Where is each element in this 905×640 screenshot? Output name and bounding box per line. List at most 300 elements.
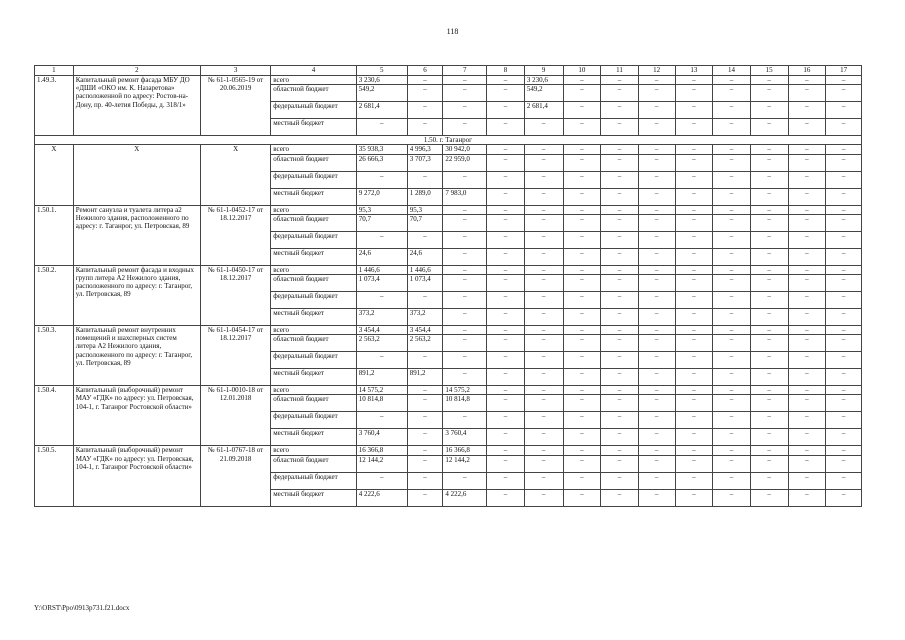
amount-cell: – xyxy=(675,275,713,292)
amount-cell: – xyxy=(713,352,751,369)
amount-cell: – xyxy=(713,214,751,231)
amount-cell: – xyxy=(563,248,601,265)
amount-cell: – xyxy=(638,85,675,102)
amount-cell: 10 814,8 xyxy=(443,395,487,412)
amount-cell: – xyxy=(788,292,826,309)
funding-source: федеральный бюджет xyxy=(271,412,357,429)
amount-cell: – xyxy=(407,386,443,395)
amount-cell: – xyxy=(563,395,601,412)
funding-source: федеральный бюджет xyxy=(271,171,357,188)
amount-cell: – xyxy=(788,309,826,326)
amount-cell: – xyxy=(524,429,563,446)
amount-cell: – xyxy=(788,85,826,102)
amount-cell: – xyxy=(750,154,788,171)
amount-cell: – xyxy=(601,472,639,489)
decision-number: X xyxy=(200,145,270,205)
amount-cell: – xyxy=(601,412,639,429)
funding-source: местный бюджет xyxy=(271,489,357,506)
amount-cell: – xyxy=(407,472,443,489)
amount-cell: – xyxy=(443,369,487,386)
amount-cell: – xyxy=(675,154,713,171)
amount-cell: – xyxy=(524,309,563,326)
decision-number: № 61-1-0767-18 от 21.09.2018 xyxy=(200,446,270,506)
amount-cell: – xyxy=(524,265,563,274)
amount-cell: – xyxy=(826,472,862,489)
amount-cell: – xyxy=(788,145,826,154)
amount-cell: – xyxy=(788,102,826,119)
object-code: 1.50.4. xyxy=(35,386,74,446)
amount-cell: – xyxy=(788,265,826,274)
amount-cell: – xyxy=(601,102,639,119)
amount-cell: – xyxy=(788,231,826,248)
amount-cell: – xyxy=(443,76,487,85)
amount-cell: – xyxy=(638,412,675,429)
amount-cell: – xyxy=(601,446,639,455)
amount-cell: – xyxy=(826,205,862,214)
amount-cell: – xyxy=(675,265,713,274)
funding-source: областной бюджет xyxy=(271,275,357,292)
amount-cell: – xyxy=(524,489,563,506)
decision-number: № 61-1-0565-19 от 20.06.2019 xyxy=(200,76,270,136)
amount-cell: – xyxy=(750,412,788,429)
amount-cell: 1 446,6 xyxy=(356,265,407,274)
amount-cell: 891,2 xyxy=(407,369,443,386)
amount-cell: 3 454,4 xyxy=(407,326,443,335)
amount-cell: – xyxy=(638,188,675,205)
amount-cell: – xyxy=(788,205,826,214)
funding-source: местный бюджет xyxy=(271,429,357,446)
amount-cell: – xyxy=(487,248,525,265)
amount-cell: – xyxy=(487,265,525,274)
amount-cell: – xyxy=(826,248,862,265)
amount-cell: – xyxy=(826,102,862,119)
amount-cell: 1 446,6 xyxy=(407,265,443,274)
amount-cell: 3 454,4 xyxy=(356,326,407,335)
amount-cell: – xyxy=(713,205,751,214)
amount-cell: 891,2 xyxy=(356,369,407,386)
amount-cell: – xyxy=(563,335,601,352)
amount-cell: – xyxy=(443,214,487,231)
amount-cell: – xyxy=(788,429,826,446)
amount-cell: 12 144,2 xyxy=(356,455,407,472)
amount-cell: 24,6 xyxy=(356,248,407,265)
amount-cell: – xyxy=(826,76,862,85)
amount-cell: – xyxy=(750,188,788,205)
amount-cell: – xyxy=(826,275,862,292)
budget-table xyxy=(34,65,862,507)
amount-cell: – xyxy=(638,265,675,274)
column-number: 9 xyxy=(524,66,563,76)
amount-cell: 14 575,2 xyxy=(356,386,407,395)
amount-cell: – xyxy=(788,395,826,412)
column-number: 7 xyxy=(443,66,487,76)
amount-cell: – xyxy=(407,76,443,85)
column-number: 10 xyxy=(563,66,601,76)
amount-cell: – xyxy=(788,154,826,171)
amount-cell: – xyxy=(826,352,862,369)
amount-cell: – xyxy=(750,248,788,265)
amount-cell: – xyxy=(713,429,751,446)
amount-cell: – xyxy=(563,265,601,274)
amount-cell: – xyxy=(638,489,675,506)
amount-cell: – xyxy=(487,429,525,446)
table-row xyxy=(35,386,862,395)
amount-cell: – xyxy=(788,472,826,489)
amount-cell: – xyxy=(443,309,487,326)
amount-cell: – xyxy=(788,412,826,429)
amount-cell: 24,6 xyxy=(407,248,443,265)
object-code: 1.50.3. xyxy=(35,326,74,386)
amount-cell: – xyxy=(826,412,862,429)
amount-cell: 10 814,8 xyxy=(356,395,407,412)
amount-cell: – xyxy=(443,292,487,309)
amount-cell: – xyxy=(826,455,862,472)
amount-cell: – xyxy=(601,335,639,352)
amount-cell: – xyxy=(356,231,407,248)
funding-source: областной бюджет xyxy=(271,395,357,412)
amount-cell: – xyxy=(563,429,601,446)
object-name: Ремонт санузла и туалета литера а2 Нежилого здания, расположенного по адресу: г. Таганрог, ул. Петровская, 89 xyxy=(73,205,200,265)
amount-cell: – xyxy=(563,326,601,335)
amount-cell: – xyxy=(638,335,675,352)
amount-cell: – xyxy=(788,248,826,265)
object-code: 1.50.2. xyxy=(35,265,74,325)
amount-cell: 4 222,6 xyxy=(356,489,407,506)
column-number-row xyxy=(35,66,862,76)
amount-cell: – xyxy=(563,309,601,326)
amount-cell: – xyxy=(713,265,751,274)
amount-cell: – xyxy=(563,412,601,429)
amount-cell: – xyxy=(713,412,751,429)
amount-cell: – xyxy=(713,275,751,292)
amount-cell: – xyxy=(443,231,487,248)
amount-cell: – xyxy=(675,326,713,335)
amount-cell: 3 230,6 xyxy=(356,76,407,85)
amount-cell: 30 942,0 xyxy=(443,145,487,154)
column-number: 15 xyxy=(750,66,788,76)
amount-cell: – xyxy=(826,265,862,274)
amount-cell: – xyxy=(750,265,788,274)
amount-cell: – xyxy=(750,395,788,412)
funding-source: федеральный бюджет xyxy=(271,472,357,489)
amount-cell: – xyxy=(487,85,525,102)
amount-cell: – xyxy=(601,214,639,231)
amount-cell: 7 983,0 xyxy=(443,188,487,205)
amount-cell: – xyxy=(487,446,525,455)
amount-cell: – xyxy=(750,85,788,102)
amount-cell: – xyxy=(675,145,713,154)
amount-cell: – xyxy=(524,326,563,335)
amount-cell: – xyxy=(563,446,601,455)
funding-source: местный бюджет xyxy=(271,119,357,136)
column-number: 8 xyxy=(487,66,525,76)
amount-cell: – xyxy=(826,429,862,446)
amount-cell: – xyxy=(487,205,525,214)
amount-cell: – xyxy=(675,171,713,188)
amount-cell: – xyxy=(788,119,826,136)
amount-cell: – xyxy=(713,446,751,455)
amount-cell: – xyxy=(356,352,407,369)
column-number: 2 xyxy=(73,66,200,76)
amount-cell: 2 681,4 xyxy=(524,102,563,119)
amount-cell: 70,7 xyxy=(356,214,407,231)
object-name: Капитальный ремонт фасада МБУ ДО «ДШИ «ОКО им. К. Назаретова» расположенной по адресу: Ростов-на-Дону, пр. 40-летия Победы, д. 318/1» xyxy=(73,76,200,136)
amount-cell: – xyxy=(788,214,826,231)
amount-cell: – xyxy=(563,292,601,309)
amount-cell: – xyxy=(675,472,713,489)
amount-cell: – xyxy=(788,188,826,205)
column-number: 4 xyxy=(271,66,357,76)
amount-cell: – xyxy=(638,76,675,85)
amount-cell: – xyxy=(750,231,788,248)
amount-cell: – xyxy=(713,154,751,171)
amount-cell: – xyxy=(601,292,639,309)
amount-cell: – xyxy=(713,85,751,102)
column-number: 1 xyxy=(35,66,74,76)
decision-number: № 61-1-0450-17 от 18.12.2017 xyxy=(200,265,270,325)
amount-cell: – xyxy=(750,369,788,386)
amount-cell: 4 996,3 xyxy=(407,145,443,154)
amount-cell: – xyxy=(638,446,675,455)
funding-source: федеральный бюджет xyxy=(271,352,357,369)
amount-cell: – xyxy=(563,231,601,248)
amount-cell: – xyxy=(826,386,862,395)
column-number: 11 xyxy=(601,66,639,76)
amount-cell: – xyxy=(788,275,826,292)
amount-cell: – xyxy=(750,489,788,506)
amount-cell: – xyxy=(601,145,639,154)
amount-cell: – xyxy=(750,205,788,214)
amount-cell: 1 073,4 xyxy=(407,275,443,292)
funding-source: всего xyxy=(271,326,357,335)
amount-cell: – xyxy=(563,455,601,472)
amount-cell: – xyxy=(675,369,713,386)
amount-cell: – xyxy=(601,248,639,265)
amount-cell: – xyxy=(487,369,525,386)
amount-cell: – xyxy=(713,145,751,154)
column-number: 17 xyxy=(826,66,862,76)
amount-cell: 549,2 xyxy=(356,85,407,102)
amount-cell: – xyxy=(713,472,751,489)
amount-cell: – xyxy=(750,102,788,119)
amount-cell: – xyxy=(356,472,407,489)
column-number: 3 xyxy=(200,66,270,76)
amount-cell: – xyxy=(675,231,713,248)
section-row xyxy=(35,136,862,145)
amount-cell: – xyxy=(675,248,713,265)
amount-cell: – xyxy=(826,231,862,248)
amount-cell: – xyxy=(788,335,826,352)
amount-cell: – xyxy=(601,326,639,335)
funding-source: федеральный бюджет xyxy=(271,292,357,309)
amount-cell: – xyxy=(487,395,525,412)
section-title: 1.50. г. Таганрог xyxy=(35,136,862,145)
amount-cell: – xyxy=(826,335,862,352)
amount-cell: – xyxy=(524,119,563,136)
amount-cell: – xyxy=(638,326,675,335)
amount-cell: – xyxy=(443,85,487,102)
amount-cell: – xyxy=(601,171,639,188)
amount-cell: – xyxy=(487,386,525,395)
amount-cell: – xyxy=(443,352,487,369)
amount-cell: – xyxy=(487,102,525,119)
amount-cell: – xyxy=(563,352,601,369)
amount-cell: – xyxy=(524,188,563,205)
funding-source: всего xyxy=(271,265,357,274)
amount-cell: – xyxy=(713,369,751,386)
amount-cell: – xyxy=(713,326,751,335)
amount-cell: – xyxy=(601,231,639,248)
funding-source: местный бюджет xyxy=(271,309,357,326)
funding-source: всего xyxy=(271,386,357,395)
amount-cell: – xyxy=(713,386,751,395)
table-row xyxy=(35,76,862,85)
amount-cell: – xyxy=(826,369,862,386)
amount-cell: – xyxy=(601,188,639,205)
funding-source: всего xyxy=(271,205,357,214)
amount-cell: – xyxy=(826,395,862,412)
amount-cell: – xyxy=(638,119,675,136)
amount-cell: – xyxy=(443,205,487,214)
amount-cell: – xyxy=(675,292,713,309)
amount-cell: – xyxy=(563,145,601,154)
amount-cell: – xyxy=(601,352,639,369)
amount-cell: – xyxy=(563,275,601,292)
decision-number: № 61-1-0010-18 от 12.01.2018 xyxy=(200,386,270,446)
amount-cell: – xyxy=(675,352,713,369)
amount-cell: – xyxy=(443,265,487,274)
column-number: 16 xyxy=(788,66,826,76)
amount-cell: – xyxy=(638,248,675,265)
amount-cell: – xyxy=(826,446,862,455)
amount-cell: – xyxy=(407,171,443,188)
amount-cell: – xyxy=(638,154,675,171)
amount-cell: – xyxy=(563,386,601,395)
amount-cell: – xyxy=(638,231,675,248)
amount-cell: – xyxy=(487,472,525,489)
amount-cell: – xyxy=(524,275,563,292)
amount-cell: 70,7 xyxy=(407,214,443,231)
amount-cell: 4 222,6 xyxy=(443,489,487,506)
amount-cell: – xyxy=(750,119,788,136)
amount-cell: – xyxy=(750,76,788,85)
amount-cell: – xyxy=(524,472,563,489)
amount-cell: – xyxy=(713,292,751,309)
amount-cell: – xyxy=(487,292,525,309)
amount-cell: – xyxy=(563,119,601,136)
object-code: X xyxy=(35,145,74,205)
column-number: 12 xyxy=(638,66,675,76)
amount-cell: – xyxy=(487,231,525,248)
column-number: 13 xyxy=(675,66,713,76)
object-name: Капитальный ремонт внутренних помещений и шахсперных систем литера А2 Нежилого здания, расположенного по адресу: г. Таганрог, ул. Петровская, 89 xyxy=(73,326,200,386)
amount-cell: – xyxy=(601,265,639,274)
amount-cell: – xyxy=(524,171,563,188)
object-code: 1.49.3. xyxy=(35,76,74,136)
amount-cell: 3 760,4 xyxy=(356,429,407,446)
amount-cell: – xyxy=(675,102,713,119)
amount-cell: 3 230,6 xyxy=(524,76,563,85)
amount-cell: – xyxy=(601,205,639,214)
object-name: X xyxy=(73,145,200,205)
amount-cell: – xyxy=(675,188,713,205)
amount-cell: – xyxy=(443,275,487,292)
object-code: 1.50.5. xyxy=(35,446,74,506)
amount-cell: – xyxy=(487,412,525,429)
amount-cell: – xyxy=(750,171,788,188)
amount-cell: – xyxy=(487,275,525,292)
amount-cell: – xyxy=(601,275,639,292)
funding-source: федеральный бюджет xyxy=(271,231,357,248)
amount-cell: – xyxy=(356,171,407,188)
amount-cell: – xyxy=(826,292,862,309)
amount-cell: – xyxy=(443,119,487,136)
amount-cell: 16 366,8 xyxy=(443,446,487,455)
amount-cell: – xyxy=(750,472,788,489)
amount-cell: – xyxy=(524,292,563,309)
amount-cell: – xyxy=(675,335,713,352)
amount-cell: – xyxy=(713,248,751,265)
amount-cell: – xyxy=(563,85,601,102)
amount-cell: – xyxy=(487,188,525,205)
amount-cell: – xyxy=(638,386,675,395)
amount-cell: – xyxy=(826,119,862,136)
amount-cell: – xyxy=(601,386,639,395)
amount-cell: 26 666,3 xyxy=(356,154,407,171)
amount-cell: 16 366,8 xyxy=(356,446,407,455)
amount-cell: – xyxy=(788,446,826,455)
amount-cell: – xyxy=(563,205,601,214)
object-name: Капитальный ремонт фасада и входных групп литера А2 Нежилого здания, расположенного по адресу: г. Таганрог, ул. Петровская, 89 xyxy=(73,265,200,325)
amount-cell: – xyxy=(487,76,525,85)
amount-cell: – xyxy=(407,231,443,248)
amount-cell: 9 272,0 xyxy=(356,188,407,205)
amount-cell: – xyxy=(638,455,675,472)
amount-cell: – xyxy=(524,145,563,154)
amount-cell: – xyxy=(524,154,563,171)
amount-cell: – xyxy=(487,214,525,231)
amount-cell: – xyxy=(713,335,751,352)
amount-cell: – xyxy=(524,205,563,214)
column-number: 14 xyxy=(713,66,751,76)
amount-cell: – xyxy=(788,76,826,85)
funding-source: областной бюджет xyxy=(271,85,357,102)
amount-cell: – xyxy=(601,395,639,412)
amount-cell: – xyxy=(750,214,788,231)
amount-cell: – xyxy=(407,102,443,119)
amount-cell: – xyxy=(601,369,639,386)
funding-source: местный бюджет xyxy=(271,369,357,386)
amount-cell: – xyxy=(638,102,675,119)
table-row xyxy=(35,145,862,154)
amount-cell: 1 073,4 xyxy=(356,275,407,292)
amount-cell: – xyxy=(563,369,601,386)
amount-cell: – xyxy=(826,214,862,231)
funding-source: всего xyxy=(271,76,357,85)
amount-cell: – xyxy=(407,352,443,369)
object-code: 1.50.1. xyxy=(35,205,74,265)
amount-cell: – xyxy=(601,489,639,506)
amount-cell: 22 959,0 xyxy=(443,154,487,171)
amount-cell: 14 575,2 xyxy=(443,386,487,395)
amount-cell: – xyxy=(601,119,639,136)
amount-cell: – xyxy=(788,352,826,369)
amount-cell: – xyxy=(638,205,675,214)
amount-cell: – xyxy=(407,446,443,455)
amount-cell: – xyxy=(713,489,751,506)
funding-source: местный бюджет xyxy=(271,248,357,265)
amount-cell: – xyxy=(487,335,525,352)
